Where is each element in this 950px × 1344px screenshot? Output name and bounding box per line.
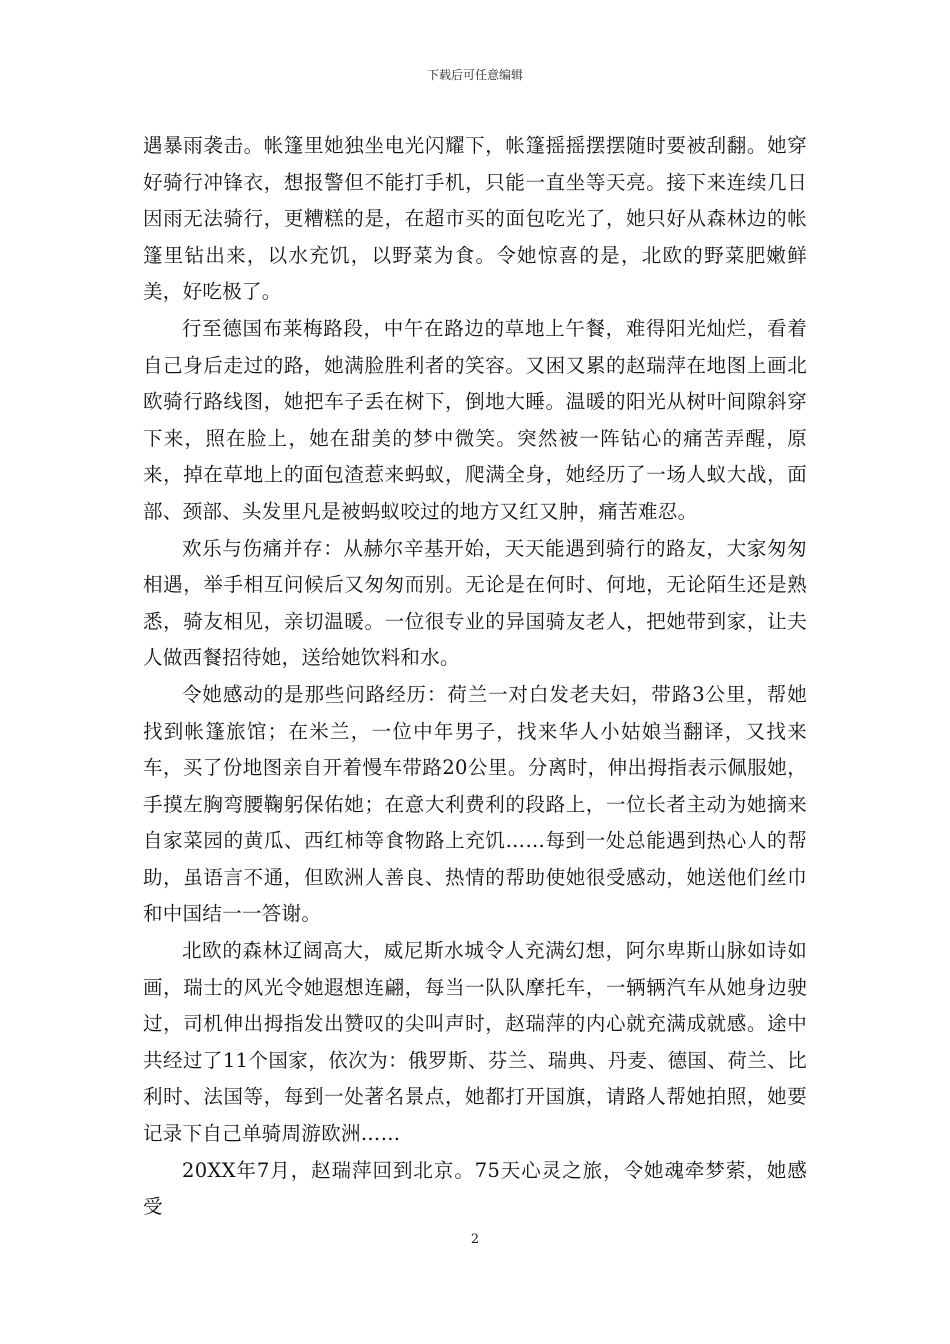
paragraph-continuation: 遇暴雨袭击。帐篷里她独坐电光闪耀下，帐篷摇摇摆摆随时要被刮翻。她穿好骑行冲锋衣，想报警但不能打手机，只能一直坐等天亮。接下来连续几日因雨无法骑行，更糟糕的是，在超市买的面包吃光了，她只好从森林边的帐篷里钻出来，以水充饥，以野菜为食。令她惊喜的是，北欧的野菜肥嫩鲜美，好吃极了。 <box>143 134 807 304</box>
paragraph-return: 20XX年7月，赵瑞萍回到北京。75天心灵之旅，令她魂牵梦萦，她感受 <box>143 1158 807 1219</box>
paragraph-scenery: 北欧的森林辽阔高大，威尼斯水城令人充满幻想，阿尔卑斯山脉如诗如画，瑞士的风光令她遐想连翩，每当一队队摩托车，一辆辆汽车从她身边驶过，司机伸出拇指发出赞叹的尖叫声时，赵瑞萍的内心就充满成就感。途中共经过了11个国家，依次为：俄罗斯、芬兰、瑞典、丹麦、德国、荷兰、比利时、法国等，每到一处著名景点，她都打开国旗，请路人帮她拍照，她要记录下自己单骑周游欧洲…… <box>143 939 807 1146</box>
paragraph-bremen: 行至德国布莱梅路段，中午在路边的草地上午餐，难得阳光灿烂，看着自己身后走过的路，她满脸胜利者的笑容。又困又累的赵瑞萍在地图上画北欧骑行路线图，她把车子丢在树下，倒地大睡。温暖的阳光从树叶间隙斜穿下来，照在脸上，她在甜美的梦中微笑。突然被一阵钻心的痛苦弄醒，原来，掉在草地上的面包渣惹来蚂蚁，爬满全身，她经历了一场人蚁大战，面部、颈部、头发里凡是被蚂蚁咬过的地方又红又肿，痛苦难忍。 <box>143 316 807 523</box>
paragraph-asking-directions: 令她感动的是那些问路经历：荷兰一对白发老夫妇，带路3公里，帮她找到帐篷旅馆；在米兰，一位中年男子，找来华人小姑娘当翻译，又找来车，买了份地图亲自开着慢车带路20公里。分离时，伸出拇指表示佩服她，手摸左胸弯腰鞠躬保佑她；在意大利费利的段路上，一位长者主动为她摘来自家菜园的黄瓜、西红柿等食物路上充饥……每到一处总能遇到热心人的帮助，虽语言不通，但欧洲人善良、热情的帮助使她很受感动，她送他们丝巾和中国结一一答谢。 <box>143 682 807 926</box>
page-number: 2 <box>470 1232 480 1247</box>
paragraph-joy-and-pain: 欢乐与伤痛并存：从赫尔辛基开始，天天能遇到骑行的路友，大家匆匆相遇，举手相互问候后又匆匆而别。无论是在何时、何地，无论陌生还是熟悉，骑友相见，亲切温暖。一位很专业的异国骑友老人，把她带到家，让夫人做西餐招待她，送给她饮料和水。 <box>143 536 807 670</box>
page-header: 下载后可任意编辑 <box>426 68 523 82</box>
document-body <box>143 128 807 1226</box>
